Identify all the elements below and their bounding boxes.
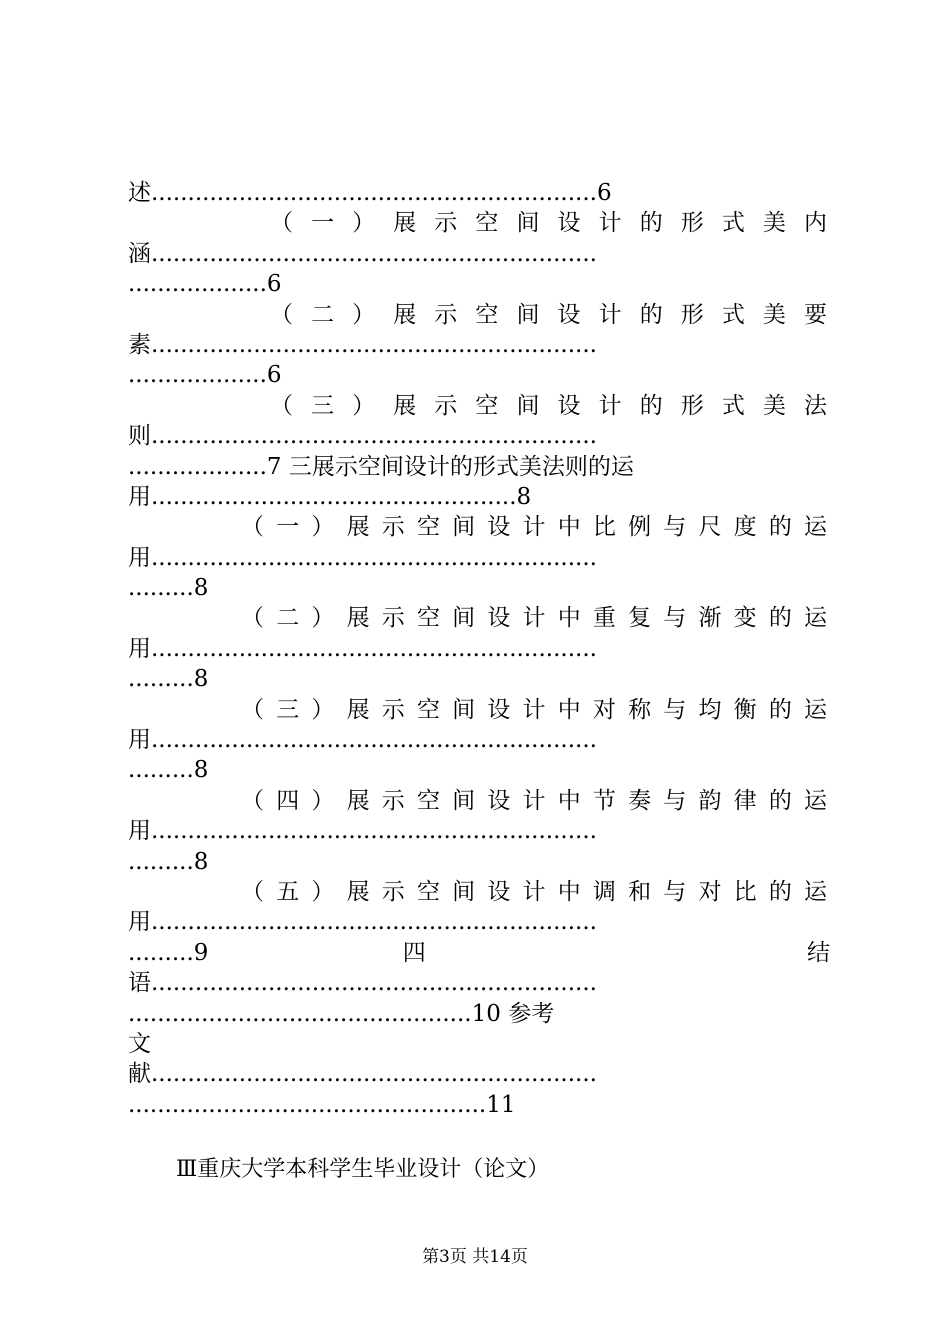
toc-line: （一）展示空间设计的形式美内 (270, 210, 830, 237)
toc-line: 则............................................................. (128, 423, 597, 450)
toc-line: .........8 (128, 575, 209, 602)
toc-line: （三）展示空间设计中对称与均衡的运 (241, 696, 830, 723)
toc-line: 述.............................................................6 (128, 180, 612, 206)
toc-line: （二）展示空间设计中重复与渐变的运 (241, 605, 830, 632)
toc-line: （一）展示空间设计中比例与尺度的运 (241, 514, 830, 541)
table-of-contents (128, 178, 830, 1120)
toc-line: .........9 四 结 (128, 939, 830, 966)
toc-line: .........8 (128, 848, 209, 875)
toc-line: 素............................................................. (128, 331, 597, 358)
toc-line: ...................6 (128, 362, 282, 389)
toc-line: 用............................................................. (128, 727, 597, 754)
toc-line: （三）展示空间设计的形式美法 (270, 392, 830, 419)
thesis-running-title: Ⅲ重庆大学本科学生毕业设计（论文） (176, 1157, 550, 1182)
toc-line: ...............................................10 参考 (128, 1000, 555, 1027)
toc-line: 用............................................................. (128, 635, 597, 662)
toc-line: 文 (128, 1030, 151, 1057)
toc-line: ...................7 三展示空间设计的形式美法则的运 (128, 453, 634, 480)
toc-line: .................................................11 (128, 1091, 516, 1118)
toc-line: 用............................................................. (128, 909, 597, 936)
toc-line: （二）展示空间设计的形式美要 (270, 301, 830, 328)
toc-line: .........8 (128, 666, 209, 693)
toc-line: 用..................................................8 (128, 483, 532, 510)
toc-line: 语............................................................. (128, 970, 597, 997)
toc-line: ...................6 (128, 271, 282, 298)
toc-line: 涵............................................................. (128, 240, 597, 267)
toc-line: （五）展示空间设计中调和与对比的运 (241, 878, 830, 905)
toc-line: 用............................................................. (128, 818, 597, 845)
toc-line: .........8 (128, 757, 209, 784)
page-number: 第3页 共14页 (422, 1247, 528, 1267)
toc-line: 用............................................................. (128, 544, 597, 571)
toc-line: 献............................................................. (128, 1061, 597, 1088)
toc-line: （四）展示空间设计中节奏与韵律的运 (241, 787, 830, 814)
